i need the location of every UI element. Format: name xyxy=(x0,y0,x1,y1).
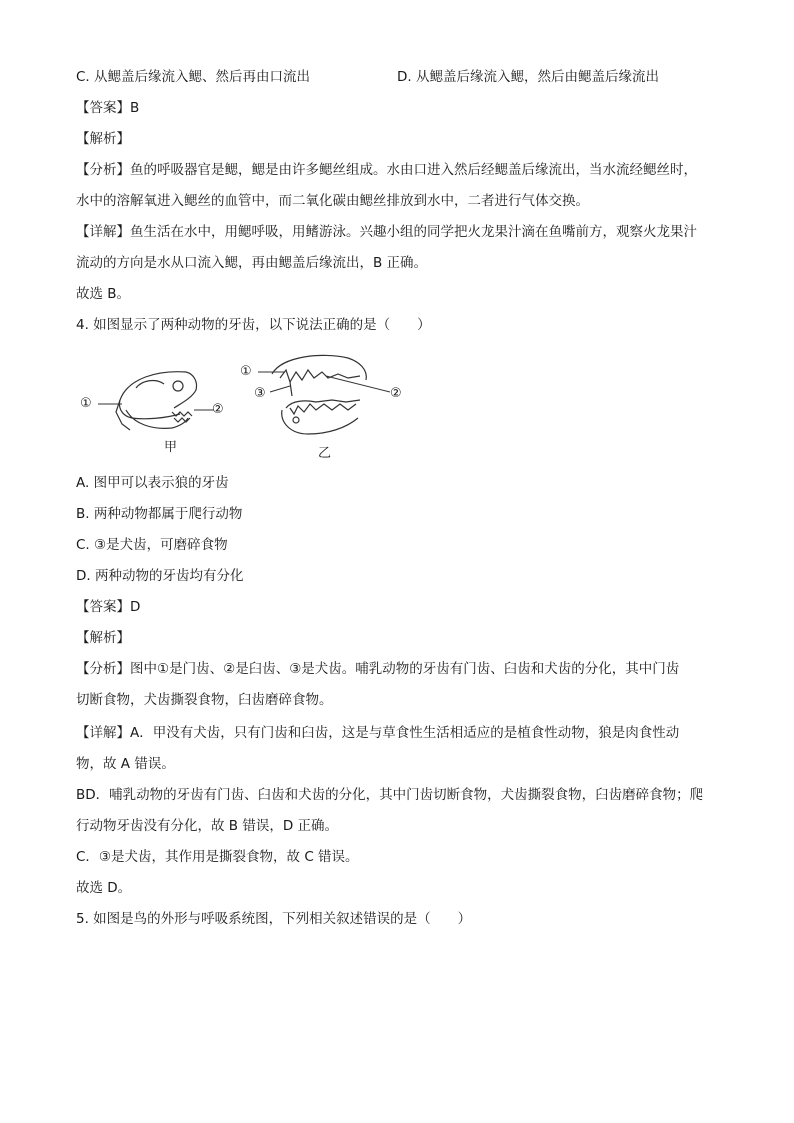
caption-yi: 乙 xyxy=(318,446,332,461)
label-2-left: ② xyxy=(212,402,224,417)
q4-option-c: C. ③是犬齿，可磨碎食物 xyxy=(76,537,228,553)
q4-detail-bd-line-1: BD．哺乳动物的牙齿有门齿、臼齿和犬齿的分化，其中门齿切断食物，犬齿撕裂食物，臼齿磨碎食物；爬 xyxy=(76,787,704,803)
q3-option-c: C. 从鳃盖后缘流入鳃、然后再由口流出 xyxy=(76,69,311,85)
answer-tag: 【答案】 xyxy=(76,599,130,615)
q4-analysis-line-2: 切断食物，犬齿撕裂食物，臼齿磨碎食物。 xyxy=(76,692,333,708)
answer-value: D xyxy=(130,599,141,615)
label-1-right: ① xyxy=(240,364,252,379)
teeth-figure xyxy=(76,348,426,463)
q4-answer xyxy=(76,598,140,616)
label-1-left: ① xyxy=(80,396,92,411)
q3-analysis-line-1: 【分析】鱼的呼吸器官是鳃，鳃是由许多鳃丝组成。水由口进入然后经鳃盖后缘流出，当水流经鳃丝时， xyxy=(76,162,697,178)
q4-detail-a-line-1: 【详解】A．甲没有犬齿，只有门齿和臼齿，这是与草食性生活相适应的是植食性动物，狼是肉食性动 xyxy=(76,725,680,741)
q3-detail-line-1: 【详解】鱼生活在水中，用鳃呼吸，用鳍游泳。兴趣小组的同学把火龙果汁滴在鱼嘴前方，观察火龙果汁 xyxy=(76,224,697,240)
q3-answer xyxy=(76,99,139,117)
q4-detail-a-line-2: 物，故 A 错误。 xyxy=(76,756,175,772)
leader-line xyxy=(270,386,290,392)
q4-detail-c: C．③是犬齿，其作用是撕裂食物，故 C 错误。 xyxy=(76,849,359,865)
herbivore-skull-drawing xyxy=(116,372,197,430)
answer-value: B xyxy=(130,100,140,116)
q5-stem: 5. 如图是鸟的外形与呼吸系统图，下列相关叙述错误的是（ ） xyxy=(76,911,472,927)
q3-analysis-tag: 【解析】 xyxy=(76,131,130,147)
q3-analysis-line-2: 水中的溶解氧进入鳃丝的血管中，而二氧化碳由鳃丝排放到水中，二者进行气体交换。 xyxy=(76,193,589,209)
q4-option-a: A. 图甲可以表示狼的牙齿 xyxy=(76,475,229,491)
q4-stem: 4. 如图显示了两种动物的牙齿，以下说法正确的是（ ） xyxy=(76,317,431,333)
q4-detail-bd-line-2: 行动物牙齿没有分化，故 B 错误，D 正确。 xyxy=(76,818,339,834)
label-2-right: ② xyxy=(390,386,402,401)
leader-line xyxy=(326,376,390,392)
q4-option-d: D. 两种动物的牙齿均有分化 xyxy=(76,568,244,584)
carnivore-skull-drawing xyxy=(272,355,366,434)
q3-conclusion: 故选 B。 xyxy=(76,286,131,302)
caption-jia: 甲 xyxy=(164,440,178,455)
q3-option-d: D. 从鳃盖后缘流入鳃，然后由鳃盖后缘流出 xyxy=(397,69,659,85)
q4-option-b: B. 两种动物都属于爬行动物 xyxy=(76,506,243,522)
q4-analysis-tag: 【解析】 xyxy=(76,630,130,646)
q3-detail-line-2: 流动的方向是水从口流入鳃，再由鳃盖后缘流出，B 正确。 xyxy=(76,255,428,271)
label-3-right: ③ xyxy=(254,386,266,401)
answer-tag: 【答案】 xyxy=(76,100,130,116)
q4-conclusion: 故选 D。 xyxy=(76,880,132,896)
q4-analysis-line-1: 【分析】图中①是门齿、②是臼齿、③是犬齿。哺乳动物的牙齿有门齿、臼齿和犬齿的分化，其中门齿 xyxy=(76,661,680,677)
